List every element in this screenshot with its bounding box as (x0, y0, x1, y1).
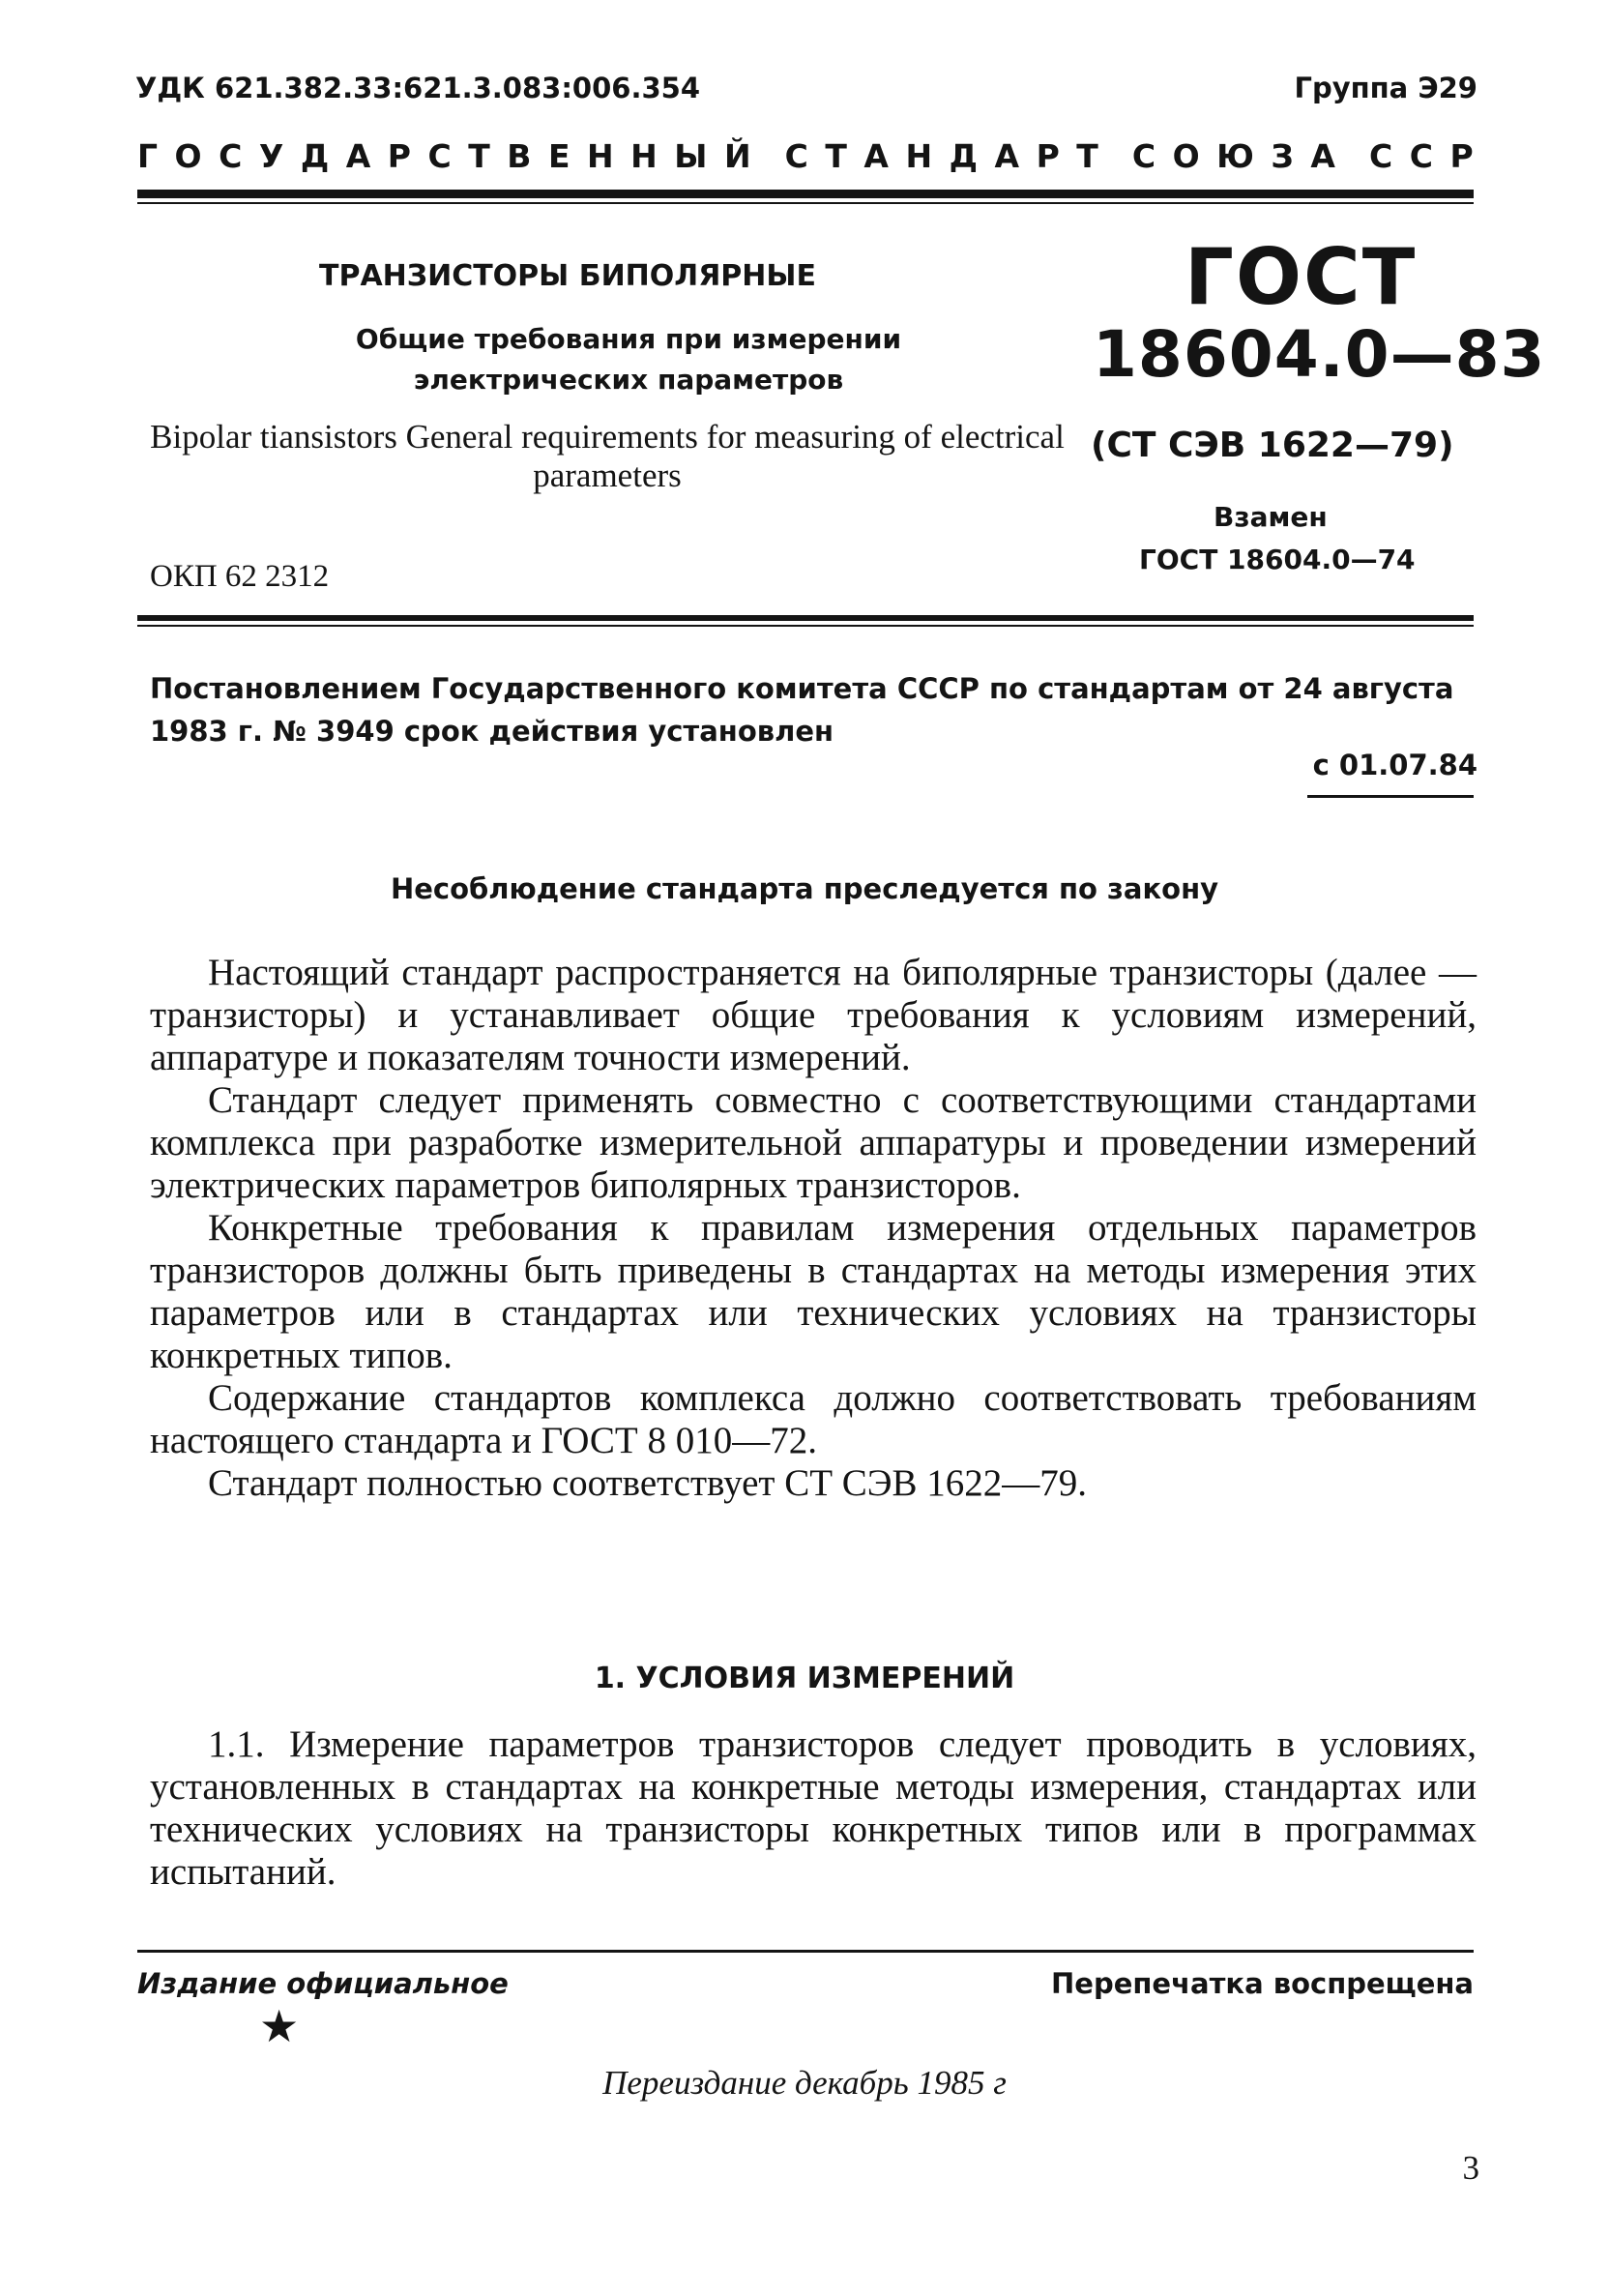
banner-letter: Г (137, 137, 159, 175)
banner-letter: С (1409, 137, 1433, 175)
banner-letter: Р (1036, 137, 1060, 175)
banner-letter: Н (630, 137, 658, 175)
banner-letter: Е (547, 137, 570, 175)
banner-letter: Т (825, 137, 847, 175)
section-paragraph: 1.1. Измерение параметров транзисторов следует проводить в условиях, установленных в стандартах на конкретные методы измерения, стандартах или технических условиях на транзисторы конкретных типов или в программах испытаний. (150, 1723, 1477, 1893)
banner-letter: Д (300, 137, 330, 175)
gost-word: ГОСТ (1185, 232, 1418, 322)
body-text (150, 952, 1477, 1505)
banner-letter: Й (724, 137, 751, 175)
banner-letter: О (1172, 137, 1200, 175)
standard-subtitle: Общие требования при измерении электрических параметров (355, 323, 902, 396)
decree-text: Постановлением Государственного комитета СССР по стандартам от 24 августа 1983 г. № 3949 срок действия установлен (150, 672, 1454, 748)
banner-letter: Ы (674, 137, 708, 175)
reissue-note: Переиздание декабрь 1985 г (602, 2064, 1007, 2102)
banner-letter: С (427, 137, 452, 175)
section-heading: 1. УСЛОВИЯ ИЗМЕРЕНИЙ (594, 1662, 1015, 1695)
banner-letter: Н (587, 137, 614, 175)
state-standard-banner (137, 137, 1474, 175)
banner-letter: О (174, 137, 202, 175)
banner-letter: Н (905, 137, 933, 175)
section-body (150, 1723, 1477, 1894)
title-rule-thin (137, 625, 1474, 627)
banner-letter: А (345, 137, 371, 175)
banner-letter: С (784, 137, 808, 175)
effective-date-underline (1307, 795, 1474, 798)
reprint-prohibited-label: Перепечатка воспрещена (1051, 1967, 1474, 2000)
replaced-label: Взамен (1214, 501, 1328, 533)
banner-letter: А (994, 137, 1020, 175)
footer-rule (137, 1950, 1474, 1953)
gost-number: 18604.0—83 (1093, 317, 1546, 392)
banner-letter: А (863, 137, 889, 175)
group-code: Группа Э29 (1294, 72, 1477, 104)
standard-title: ТРАНЗИСТОРЫ БИПОЛЯРНЫЕ (319, 259, 816, 293)
header-rule-thick (137, 190, 1474, 198)
legal-notice: Несоблюдение стандарта преследуется по закону (390, 872, 1219, 905)
header-rule-thin (137, 202, 1474, 204)
okp-code: ОКП 62 2312 (150, 559, 330, 594)
body-paragraph: Конкретные требования к правилам измерения отдельных параметров транзисторов должны быть приведены в стандартах на методы измерения этих параметров или в стандартах или технических условиях на транзисторы конкретных типов. (150, 1207, 1477, 1376)
official-edition-label: Издание официальное (137, 1967, 509, 2000)
banner-letter: Т (468, 137, 490, 175)
star-icon: ★ (259, 2002, 300, 2051)
banner-letter: З (1271, 137, 1294, 175)
banner-letter: Ю (1216, 137, 1254, 175)
replaced-gost: ГОСТ 18604.0—74 (1139, 544, 1416, 575)
title-rule-thick (137, 615, 1474, 621)
body-paragraph: Содержание стандартов комплекса должно соответствовать требованиям настоящего стандарта и ГОСТ 8 010—72. (150, 1377, 1477, 1461)
banner-letter: Р (387, 137, 411, 175)
udk-code: УДК 621.382.33:621.3.083:006.354 (135, 72, 701, 104)
banner-letter: В (507, 137, 532, 175)
banner-letter: С (1368, 137, 1393, 175)
banner-letter: Т (1076, 137, 1098, 175)
banner-letter: Р (1449, 137, 1474, 175)
banner-letter: У (258, 137, 284, 175)
effective-date: с 01.07.84 (1312, 749, 1477, 781)
banner-letter: С (219, 137, 243, 175)
cmea-reference: (СТ СЭВ 1622—79) (1091, 426, 1454, 465)
english-title: Bipolar tiansistors General requirements for measuring of electrical parameters (150, 418, 1065, 494)
body-paragraph: Стандарт полностью соответствует СТ СЭВ 1622—79. (208, 1462, 1088, 1504)
body-paragraph: Стандарт следует применять совместно с соответствующими стандартами комплекса при разработке измерительной аппаратуры и проведении измерений электрических параметров биполярных транзисторов. (150, 1079, 1477, 1206)
body-paragraph: Настоящий стандарт распространяется на биполярные транзисторы (далее — транзисторы) и устанавливает общие требования к условиям измерений, аппаратуре и показателям точности измерений. (150, 952, 1477, 1078)
banner-letter: С (1131, 137, 1156, 175)
banner-letter: Д (949, 137, 979, 175)
banner-letter: А (1310, 137, 1335, 175)
page-number: 3 (1462, 2149, 1479, 2187)
